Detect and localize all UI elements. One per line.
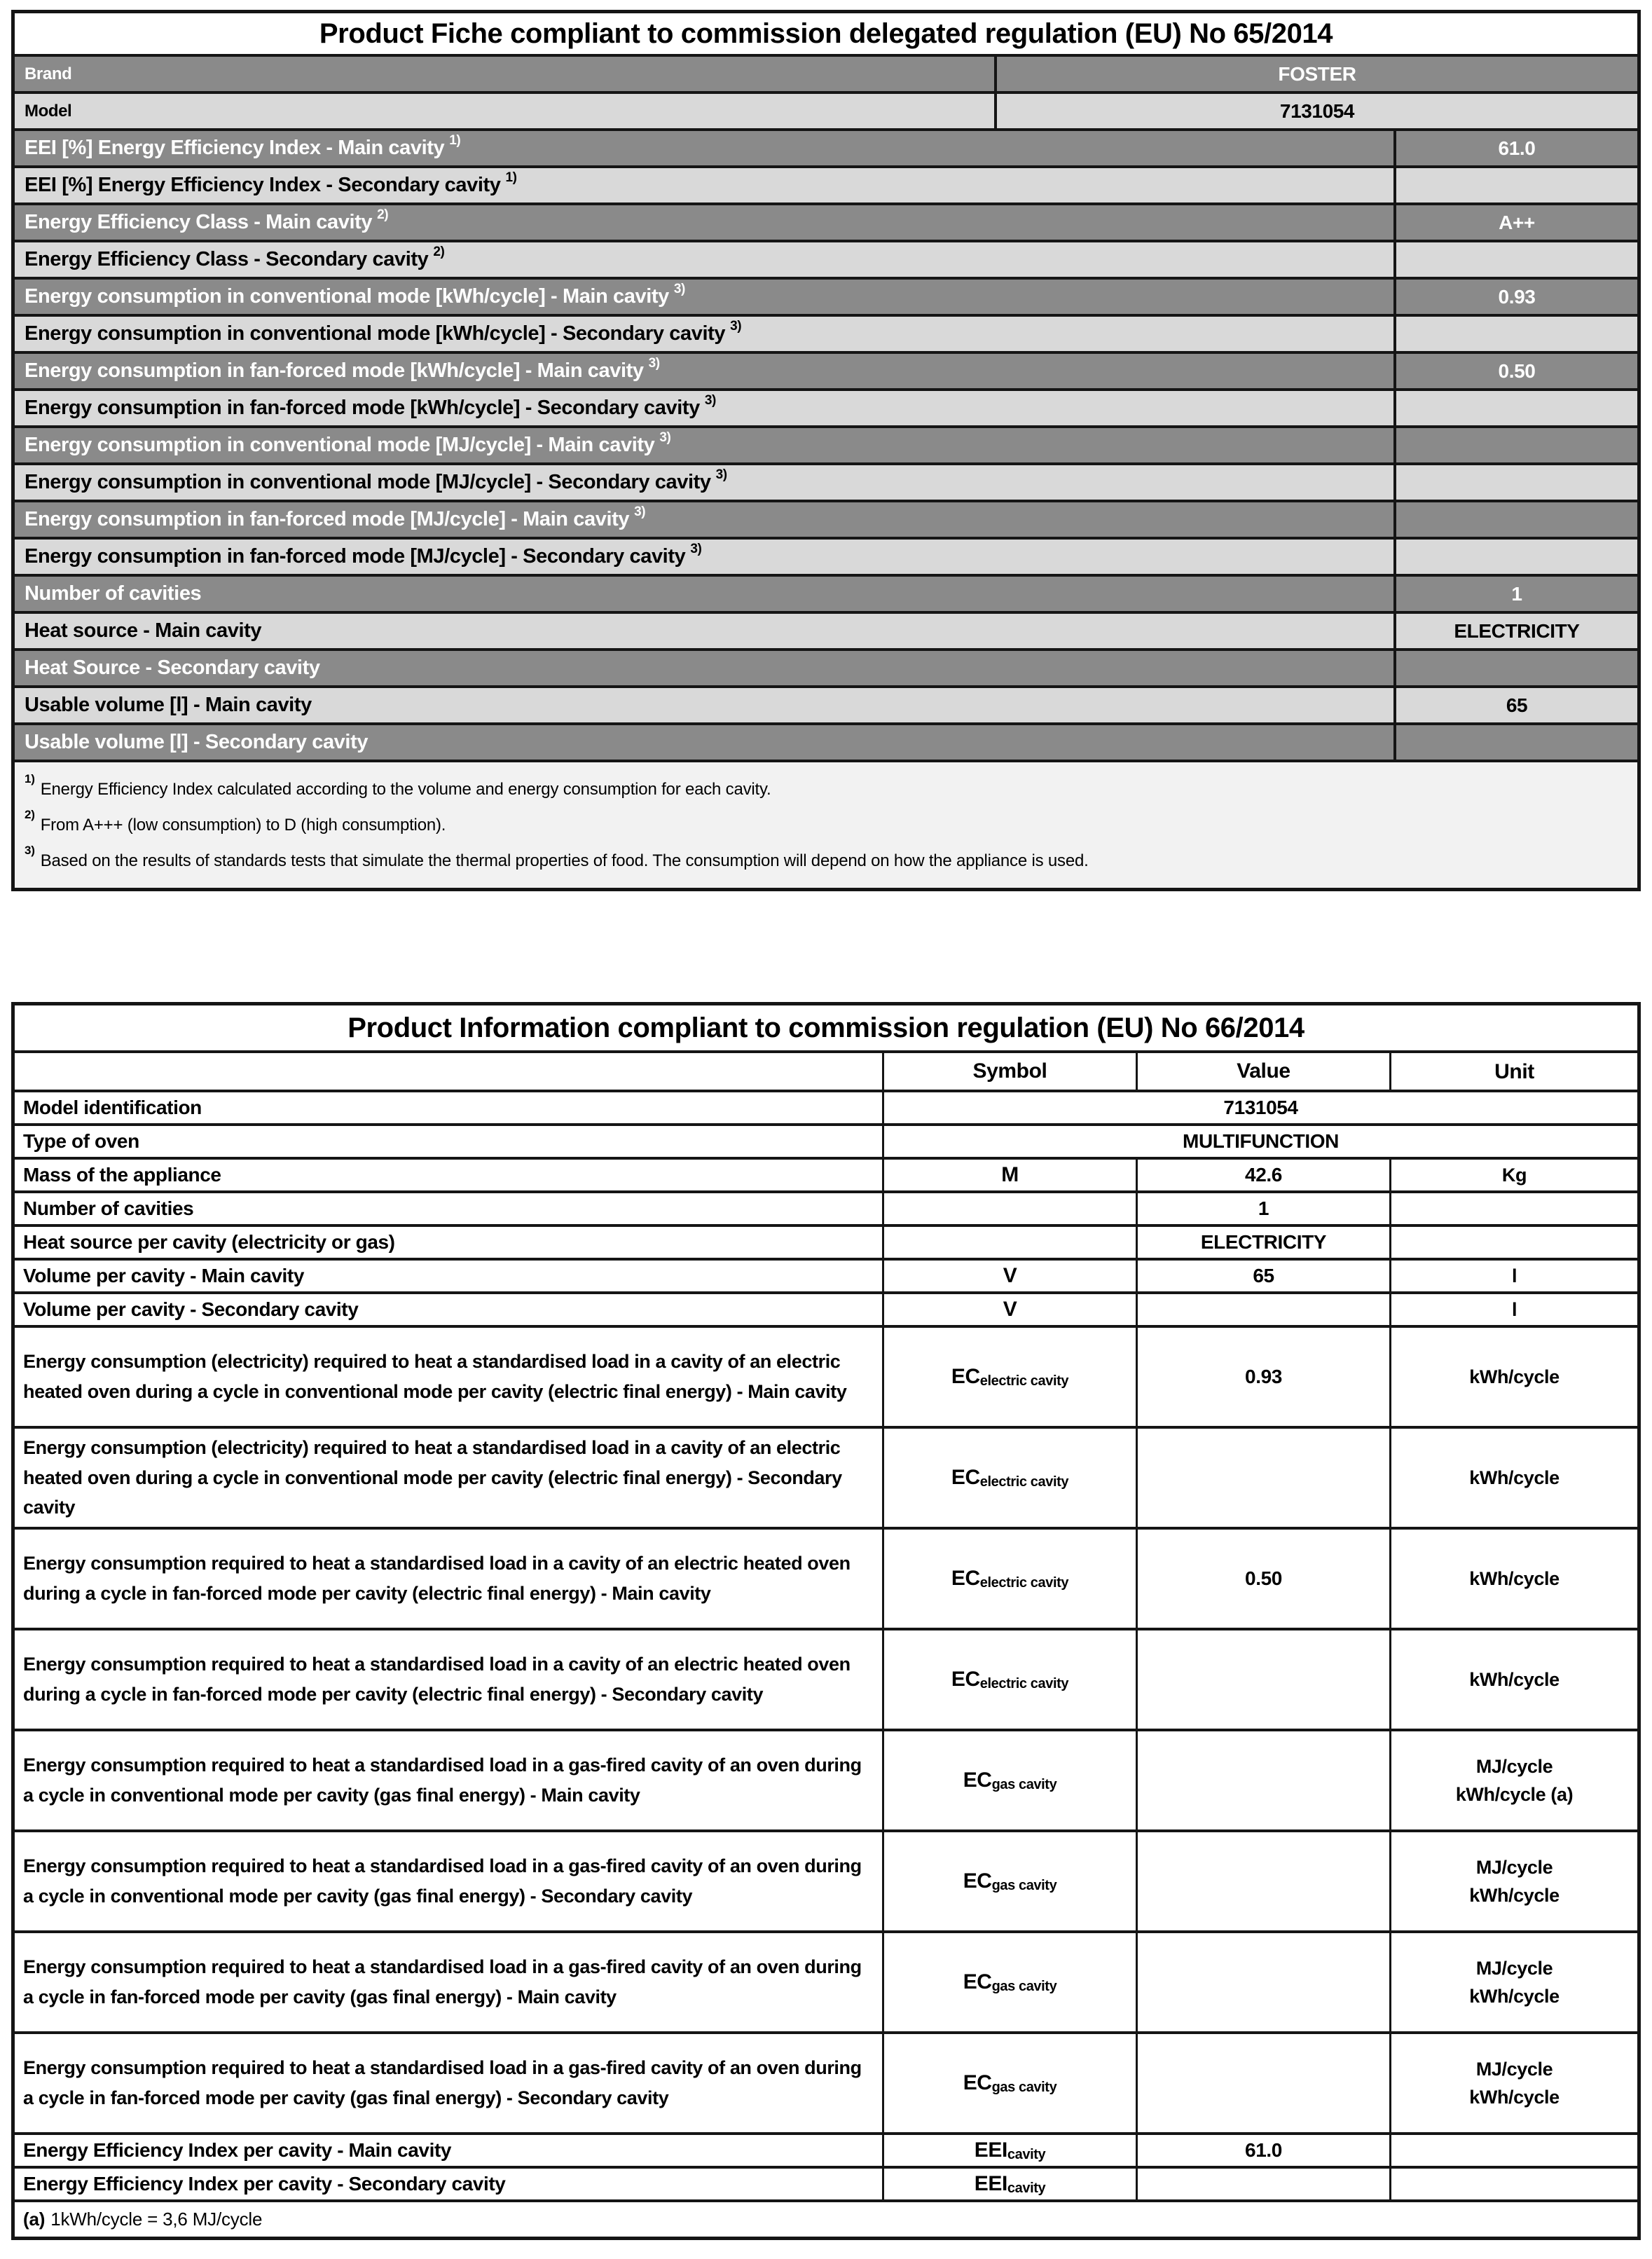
header-value: Value [1136, 1053, 1389, 1090]
row-unit [1389, 1731, 1637, 1829]
row-label-text: Volume per cavity - Secondary cavity [23, 1298, 359, 1320]
symbol-subscript: gas cavity [991, 2079, 1057, 2095]
row-label [15, 1731, 882, 1829]
footnote-ref: 3) [704, 393, 716, 408]
row-unit [1389, 1530, 1637, 1628]
unit-line: Kg [1501, 1164, 1527, 1186]
footnote-marker: 3) [25, 844, 35, 858]
row-value: 65 [1393, 688, 1637, 722]
fiche-row [15, 500, 1637, 537]
row-label-text: Energy consumption in conventional mode [kWh/cycle] - Main cavity [25, 285, 669, 308]
row-symbol [882, 1530, 1136, 1628]
symbol-base: EEI [974, 2172, 1007, 2195]
row-value: 0.50 [1393, 354, 1637, 388]
fiche-row [15, 574, 1637, 611]
symbol-base: EEI [974, 2138, 1007, 2162]
unit-line: kWh/cycle [1469, 1366, 1560, 1387]
row-label [15, 577, 1393, 611]
fiche-row [15, 128, 1637, 165]
row-value [1393, 651, 1637, 685]
row-label [15, 1429, 882, 1527]
row-symbol [882, 1328, 1136, 1426]
footer-text: 1kWh/cycle = 3,6 MJ/cycle [50, 2209, 263, 2230]
symbol-subscript: cavity [1007, 2180, 1046, 2196]
row-label [15, 1126, 882, 1157]
row-label [15, 1933, 882, 2031]
symbol-base: V [1003, 1298, 1017, 1321]
row-label [15, 465, 1393, 500]
symbol-subscript: gas cavity [991, 1877, 1057, 1893]
fiche-row [15, 202, 1637, 240]
row-label-text: Usable volume [l] - Secondary cavity [25, 731, 369, 753]
row-value: 7131054 [882, 1092, 1637, 1123]
symbol-subscript: gas cavity [991, 1978, 1057, 1994]
row-label [15, 280, 1393, 314]
row-label [15, 1160, 882, 1190]
product-fiche-table [11, 10, 1641, 891]
row-unit [1389, 1160, 1637, 1190]
footer-marker: (a) [23, 2209, 46, 2230]
row-label-text: Energy consumption in conventional mode [MJ/cycle] - Main cavity [25, 434, 655, 456]
row-label [15, 428, 1393, 462]
row-label [15, 205, 1393, 240]
fiche-row [15, 240, 1637, 277]
row-value [1393, 540, 1637, 574]
footnote-ref: 1) [449, 133, 461, 149]
row-label-text: Energy consumption (electricity) required to heat a standardised load in a cavity of an electric heated oven during a cycle in conventional mode per cavity (electric final energy) - Main cavity [23, 1351, 847, 1402]
unit-line: MJ/cycle [1475, 2058, 1553, 2080]
info-footer-note [15, 2199, 1637, 2237]
row-label [15, 131, 1393, 165]
info-row [15, 1224, 1637, 1258]
row-label-text: Energy consumption in fan-forced mode [kWh/cycle] - Secondary cavity [25, 397, 700, 419]
footnote [25, 772, 1625, 799]
unit-line: MJ/cycle [1475, 1755, 1553, 1777]
fiche-row [15, 425, 1637, 462]
row-label-text: Energy Efficiency Class - Main cavity [25, 211, 373, 233]
row-label [15, 1261, 882, 1291]
row-value: 1 [1393, 577, 1637, 611]
row-label-text: Energy consumption required to heat a standardised load in a cavity of an electric heated oven during a cycle in fan-forced mode per cavity (electric final energy) - Main cavity [23, 1553, 851, 1604]
info-row [15, 2031, 1637, 2132]
row-symbol [882, 1731, 1136, 1829]
footnote-marker: 1) [25, 772, 35, 786]
unit-line: l [1511, 1298, 1517, 1320]
info-row [15, 2166, 1637, 2199]
symbol-base: EC [951, 1668, 980, 1691]
row-value [1136, 2169, 1389, 2199]
row-label [15, 57, 994, 91]
symbol-subscript: electric cavity [979, 1474, 1069, 1490]
symbol-base: EC [951, 1466, 980, 1489]
row-value: MULTIFUNCTION [882, 1126, 1637, 1157]
info-row [15, 1829, 1637, 1930]
row-value: 1 [1136, 1193, 1389, 1224]
row-value: ELECTRICITY [1393, 614, 1637, 648]
row-unit [1389, 1832, 1637, 1930]
row-label [15, 168, 1393, 202]
fiche-row [15, 462, 1637, 500]
row-label-text: Usable volume [l] - Main cavity [25, 694, 312, 716]
header-empty-cell [15, 1053, 882, 1090]
fiche-row [15, 314, 1637, 351]
row-value: 0.93 [1393, 280, 1637, 314]
row-unit [1389, 1193, 1637, 1224]
row-label [15, 94, 994, 128]
row-value [1393, 168, 1637, 202]
row-unit [1389, 2034, 1637, 2132]
row-symbol [882, 2135, 1136, 2166]
row-label-text: Number of cavities [25, 582, 202, 605]
fiche-row [15, 611, 1637, 648]
row-symbol [882, 1429, 1136, 1527]
unit-line: kWh/cycle [1469, 1668, 1560, 1690]
row-label [15, 651, 1393, 685]
info-row [15, 2132, 1637, 2166]
row-value [1393, 502, 1637, 537]
row-value: 42.6 [1136, 1160, 1389, 1190]
row-label-text: Energy consumption in fan-forced mode [MJ/cycle] - Secondary cavity [25, 545, 686, 568]
row-label-text: Energy consumption required to heat a standardised load in a gas-fired cavity of an oven during a cycle in fan-forced mode per cavity (gas final energy) - Main cavity [23, 1956, 862, 2007]
footnote-ref: 1) [505, 170, 517, 186]
row-label-text: Energy consumption in fan-forced mode [kWh/cycle] - Main cavity [25, 359, 644, 382]
symbol-base: EC [963, 2071, 992, 2094]
unit-line: kWh/cycle [1469, 1467, 1560, 1488]
row-label-text: Type of oven [23, 1130, 139, 1152]
product-information-table [11, 1002, 1641, 2240]
footnote-text: Based on the results of standards tests that simulate the thermal properties of food. The consumption will depend on how the appliance is used. [40, 851, 1089, 870]
row-symbol [882, 1294, 1136, 1325]
fiche-row [15, 648, 1637, 685]
fiche-row [15, 537, 1637, 574]
row-label [15, 1328, 882, 1426]
info-row [15, 1258, 1637, 1291]
footnote-ref: 2) [377, 207, 389, 223]
row-label-text: EEI [%] Energy Efficiency Index - Main cavity [25, 137, 445, 159]
row-label-text: Energy consumption in conventional mode [MJ/cycle] - Secondary cavity [25, 471, 711, 493]
row-value: 0.93 [1136, 1328, 1389, 1426]
row-label-text: Heat Source - Secondary cavity [25, 657, 320, 679]
row-value [1393, 465, 1637, 500]
symbol-base: V [1003, 1264, 1017, 1287]
row-unit [1389, 1328, 1637, 1426]
row-unit [1389, 1261, 1637, 1291]
row-value [1136, 1294, 1389, 1325]
unit-line: l [1511, 1265, 1517, 1286]
info-row [15, 1291, 1637, 1325]
footnote-ref: 3) [659, 430, 671, 446]
row-label-text: Model [25, 101, 72, 121]
info-row [15, 1527, 1637, 1628]
row-unit [1389, 1294, 1637, 1325]
fiche-row-model [15, 91, 1637, 128]
row-label [15, 2034, 882, 2132]
row-symbol [882, 1193, 1136, 1224]
row-label [15, 2169, 882, 2199]
row-symbol [882, 2034, 1136, 2132]
info-header-row [15, 1050, 1637, 1090]
row-label-text: Model identification [23, 1097, 202, 1118]
row-value: 0.50 [1136, 1530, 1389, 1628]
row-value: 61.0 [1136, 2135, 1389, 2166]
row-symbol [882, 1261, 1136, 1291]
symbol-base: EC [963, 1869, 992, 1893]
info-row [15, 1157, 1637, 1190]
row-value [1393, 428, 1637, 462]
unit-line: kWh/cycle [1469, 2087, 1560, 2108]
row-label-text: Energy Efficiency Index per cavity - Secondary cavity [23, 2173, 506, 2195]
fiche-row [15, 685, 1637, 722]
row-value [1393, 242, 1637, 277]
row-unit [1389, 1933, 1637, 2031]
row-label [15, 614, 1393, 648]
unit-line: MJ/cycle [1475, 1856, 1553, 1878]
info-row-merged [15, 1090, 1637, 1123]
header-unit: Unit [1389, 1053, 1637, 1090]
footnote-ref: 3) [673, 282, 685, 297]
row-label [15, 317, 1393, 351]
row-value [1393, 317, 1637, 351]
footnote-ref: 3) [634, 504, 646, 520]
row-label-text: EEI [%] Energy Efficiency Index - Secondary cavity [25, 174, 501, 196]
row-label-text: Volume per cavity - Main cavity [23, 1265, 305, 1286]
row-value [1136, 2034, 1389, 2132]
symbol-subscript: cavity [1007, 2146, 1046, 2162]
fiche-row [15, 351, 1637, 388]
symbol-subscript: electric cavity [979, 1373, 1069, 1389]
info-row-merged [15, 1123, 1637, 1157]
footnote-ref: 3) [690, 542, 702, 557]
footnotes-section [15, 760, 1637, 888]
symbol-base: EC [963, 1769, 992, 1792]
row-label-text: Mass of the appliance [23, 1164, 221, 1186]
row-label-text: Energy Efficiency Class - Secondary cavity [25, 248, 429, 270]
row-symbol [882, 1630, 1136, 1729]
row-value [1136, 1429, 1389, 1527]
row-unit [1389, 1227, 1637, 1258]
info-title: Product Information compliant to commission regulation (EU) No 66/2014 [347, 1012, 1305, 1043]
row-value [1136, 1832, 1389, 1930]
row-label-text: Energy consumption required to heat a standardised load in a gas-fired cavity of an oven during a cycle in conventional mode per cavity (gas final energy) - Main cavity [23, 1755, 862, 1806]
row-symbol [882, 1227, 1136, 1258]
fiche-row [15, 388, 1637, 425]
footnote-ref: 3) [715, 467, 727, 483]
row-symbol [882, 1160, 1136, 1190]
row-label-text: Energy consumption (electricity) required to heat a standardised load in a cavity of an electric heated oven during a cycle in conventional mode per cavity (electric final energy) - Secondary cavity [23, 1437, 842, 1518]
row-label [15, 540, 1393, 574]
row-symbol [882, 2169, 1136, 2199]
row-unit [1389, 1429, 1637, 1527]
header-symbol: Symbol [882, 1053, 1136, 1090]
row-value: 65 [1136, 1261, 1389, 1291]
row-label [15, 1294, 882, 1325]
info-row [15, 1325, 1637, 1426]
row-label [15, 1193, 882, 1224]
row-symbol [882, 1933, 1136, 2031]
row-value: A++ [1393, 205, 1637, 240]
info-row [15, 1190, 1637, 1224]
info-row [15, 1930, 1637, 2031]
row-label [15, 725, 1393, 760]
row-label [15, 242, 1393, 277]
footnote [25, 844, 1625, 871]
row-label [15, 502, 1393, 537]
info-row [15, 1628, 1637, 1729]
row-label-text: Energy Efficiency Index per cavity - Main cavity [23, 2139, 452, 2161]
row-value: FOSTER [994, 57, 1637, 91]
symbol-subscript: electric cavity [979, 1675, 1069, 1691]
footnote-ref: 2) [433, 245, 445, 260]
info-row [15, 1426, 1637, 1527]
row-value [1136, 1630, 1389, 1729]
footnote [25, 808, 1625, 835]
row-label-text: Energy consumption required to heat a standardised load in a gas-fired cavity of an oven during a cycle in conventional mode per cavity (gas final energy) - Secondary cavity [23, 1855, 862, 1907]
footnote-ref: 3) [730, 319, 742, 334]
fiche-row [15, 277, 1637, 314]
row-label [15, 354, 1393, 388]
row-unit [1389, 2169, 1637, 2199]
row-label-text: Heat source - Main cavity [25, 619, 262, 642]
row-unit [1389, 2135, 1637, 2166]
row-label [15, 391, 1393, 425]
row-value [1393, 725, 1637, 760]
row-label-text: Energy consumption in fan-forced mode [MJ/cycle] - Main cavity [25, 508, 630, 530]
row-label-text: Energy consumption in conventional mode [kWh/cycle] - Secondary cavity [25, 322, 726, 345]
symbol-base: EC [951, 1567, 980, 1590]
footnote-text: From A+++ (low consumption) to D (high consumption). [40, 816, 446, 835]
row-label-text: Number of cavities [23, 1197, 194, 1219]
unit-line: kWh/cycle [1469, 1986, 1560, 2007]
row-value: 61.0 [1393, 131, 1637, 165]
row-label-text: Energy consumption required to heat a standardised load in a gas-fired cavity of an oven during a cycle in fan-forced mode per cavity (gas final energy) - Secondary cavity [23, 2057, 862, 2108]
row-label [15, 1832, 882, 1930]
row-value: ELECTRICITY [1136, 1227, 1389, 1258]
fiche-row [15, 722, 1637, 760]
row-label [15, 1227, 882, 1258]
symbol-subscript: gas cavity [991, 1776, 1057, 1792]
fiche-row-brand [15, 54, 1637, 91]
row-label [15, 2135, 882, 2166]
row-unit [1389, 1630, 1637, 1729]
footnote-text: Energy Efficiency Index calculated according to the volume and energy consumption for each cavity. [40, 780, 771, 799]
symbol-base: EC [951, 1365, 980, 1388]
unit-line: kWh/cycle [1469, 1567, 1560, 1589]
row-label-text: Energy consumption required to heat a standardised load in a cavity of an electric heated oven during a cycle in fan-forced mode per cavity (electric final energy) - Secondary cavity [23, 1654, 851, 1705]
row-label [15, 688, 1393, 722]
row-label-text: Heat source per cavity (electricity or gas) [23, 1231, 395, 1253]
unit-line: MJ/cycle [1475, 1957, 1553, 1979]
symbol-base: M [1001, 1163, 1019, 1186]
fiche-row [15, 165, 1637, 202]
symbol-subscript: electric cavity [979, 1574, 1069, 1591]
row-value [1136, 1933, 1389, 2031]
row-symbol [882, 1832, 1136, 1930]
symbol-base: EC [963, 1970, 992, 1993]
unit-line: kWh/cycle (a) [1455, 1784, 1574, 1805]
footnote-marker: 2) [25, 808, 35, 822]
row-label-text: Brand [25, 64, 72, 83]
row-label [15, 1530, 882, 1628]
info-row [15, 1729, 1637, 1829]
row-value [1393, 391, 1637, 425]
row-label [15, 1630, 882, 1729]
row-value [1136, 1731, 1389, 1829]
fiche-title: Product Fiche compliant to commission delegated regulation (EU) No 65/2014 [15, 13, 1637, 54]
unit-line: kWh/cycle [1469, 1885, 1560, 1906]
footnote-ref: 3) [648, 356, 660, 371]
row-value: 7131054 [994, 94, 1637, 128]
row-label [15, 1092, 882, 1123]
